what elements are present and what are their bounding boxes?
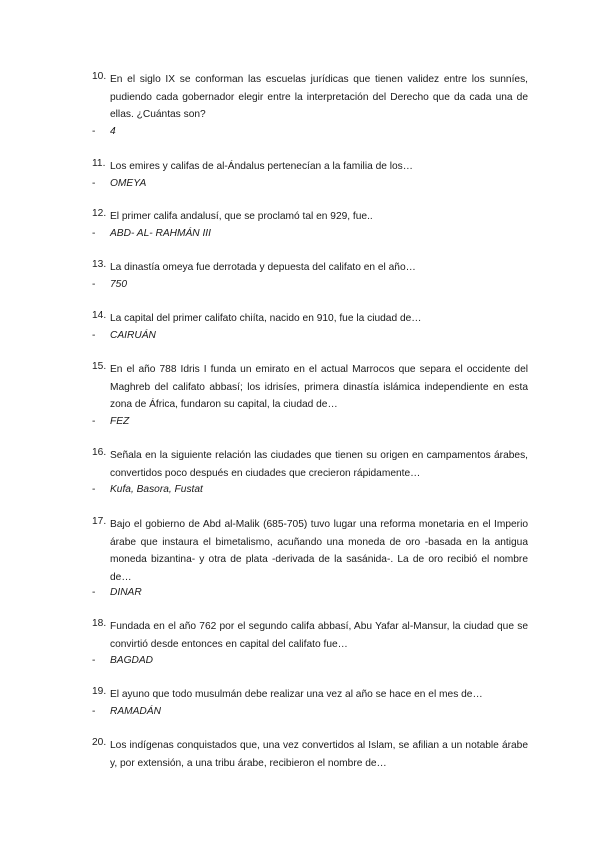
question-number: 11. bbox=[92, 158, 106, 169]
question-number: 17. bbox=[92, 516, 107, 527]
question-12 bbox=[92, 208, 528, 226]
question-text: Los emires y califas de al-Ándalus pertenecían a la familia de los… bbox=[110, 161, 413, 172]
answer-dash: - bbox=[92, 330, 96, 341]
answer-text: CAIRUÁN bbox=[110, 330, 156, 341]
answer-19 bbox=[92, 703, 528, 721]
answer-14 bbox=[92, 327, 528, 345]
answer-16 bbox=[92, 481, 528, 499]
answer-dash: - bbox=[92, 655, 96, 666]
question-number: 19. bbox=[92, 686, 107, 697]
question-text: El primer califa andalusí, que se proclamó tal en 929, fue.. bbox=[110, 211, 373, 222]
question-11 bbox=[92, 158, 528, 176]
answer-dash: - bbox=[92, 178, 96, 189]
question-16 bbox=[92, 447, 528, 482]
answer-text: 4 bbox=[110, 126, 116, 137]
answer-text: 750 bbox=[110, 279, 127, 290]
question-number: 10. bbox=[92, 71, 107, 82]
question-14 bbox=[92, 310, 528, 328]
answer-dash: - bbox=[92, 587, 96, 598]
question-10 bbox=[92, 71, 528, 124]
question-15 bbox=[92, 361, 528, 414]
answer-text: OMEYA bbox=[110, 178, 147, 189]
answer-dash: - bbox=[92, 416, 96, 427]
question-number: 13. bbox=[92, 259, 107, 270]
question-text: Los indígenas conquistados que, una vez convertidos al Islam, se afilian a un notable árabe y, por extensión, a una tribu árabe, recibieron el nombre de… bbox=[110, 740, 528, 769]
answer-dash: - bbox=[92, 228, 96, 239]
answer-18 bbox=[92, 652, 528, 670]
answer-text: ABD- AL- RAHMÁN III bbox=[110, 228, 211, 239]
question-number: 14. bbox=[92, 310, 107, 321]
answer-text: Kufa, Basora, Fustat bbox=[110, 484, 203, 495]
question-13 bbox=[92, 259, 528, 277]
question-text: La dinastía omeya fue derrotada y depuesta del califato en el año… bbox=[110, 262, 416, 273]
question-18 bbox=[92, 618, 528, 653]
question-text: La capital del primer califato chiíta, nacido en 910, fue la ciudad de… bbox=[110, 313, 422, 324]
question-19 bbox=[92, 686, 528, 704]
question-text: En el año 788 Idris I funda un emirato en el actual Marrocos que separa el occidente del Maghreb del califato abbasí; los idrisíes, primera dinastía islámica independiente en esta zona de África, fundaron su capital, la ciudad de… bbox=[110, 364, 528, 410]
answer-dash: - bbox=[92, 706, 96, 717]
question-text: Bajo el gobierno de Abd al-Malik (685-705) tuvo lugar una reforma monetaria en el Imperio árabe que instaura el bimetalismo, acuñando una moneda de oro -basada en la antigua moneda bizantina- y otra de plata -derivada de la sasánida-. La de oro recibió el nombre de… bbox=[110, 519, 528, 583]
question-number: 12. bbox=[92, 208, 107, 219]
answer-13 bbox=[92, 276, 528, 294]
answer-17 bbox=[92, 584, 528, 602]
answer-10 bbox=[92, 123, 528, 141]
question-number: 18. bbox=[92, 618, 107, 629]
answer-dash: - bbox=[92, 279, 96, 290]
question-text: Fundada en el año 762 por el segundo califa abbasí, Abu Yafar al-Mansur, la ciudad que se convirtió desde entonces en capital del califato fue… bbox=[110, 621, 528, 650]
answer-text: BAGDAD bbox=[110, 655, 154, 666]
question-number: 15. bbox=[92, 361, 107, 372]
answer-15 bbox=[92, 413, 528, 431]
answer-text: FEZ bbox=[110, 416, 130, 427]
question-text: En el siglo IX se conforman las escuelas jurídicas que tienen validez entre los sunníes, pudiendo cada gobernador elegir entre la interpretación del Derecho que da cada una de ellas. ¿Cuántas son? bbox=[110, 74, 528, 120]
answer-dash: - bbox=[92, 126, 96, 137]
question-number: 20. bbox=[92, 737, 107, 748]
question-text: Señala en la siguiente relación las ciudades que tienen su origen en campamentos árabes, convertidos poco después en ciudades que crecieron rápidamente… bbox=[110, 450, 528, 479]
question-20 bbox=[92, 737, 528, 772]
question-text: El ayuno que todo musulmán debe realizar una vez al año se hace en el mes de… bbox=[110, 689, 483, 700]
answer-11 bbox=[92, 175, 528, 193]
answer-text: DINAR bbox=[110, 587, 142, 598]
question-number: 16. bbox=[92, 447, 107, 458]
answer-12 bbox=[92, 225, 528, 243]
answer-text: RAMADÁN bbox=[110, 706, 161, 717]
answer-dash: - bbox=[92, 484, 96, 495]
question-17 bbox=[92, 516, 528, 586]
